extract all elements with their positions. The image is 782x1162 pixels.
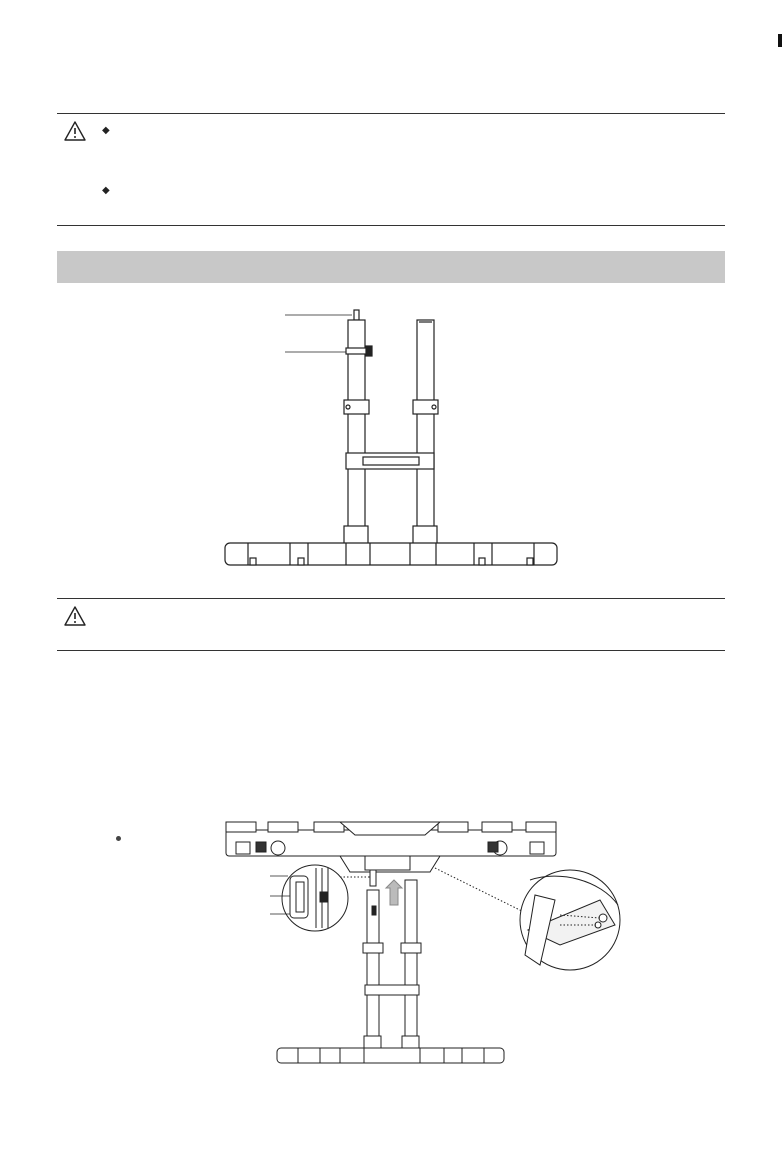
bullet-marker: ◆ [102,185,110,196]
bullet-marker: ◆ [102,125,110,136]
